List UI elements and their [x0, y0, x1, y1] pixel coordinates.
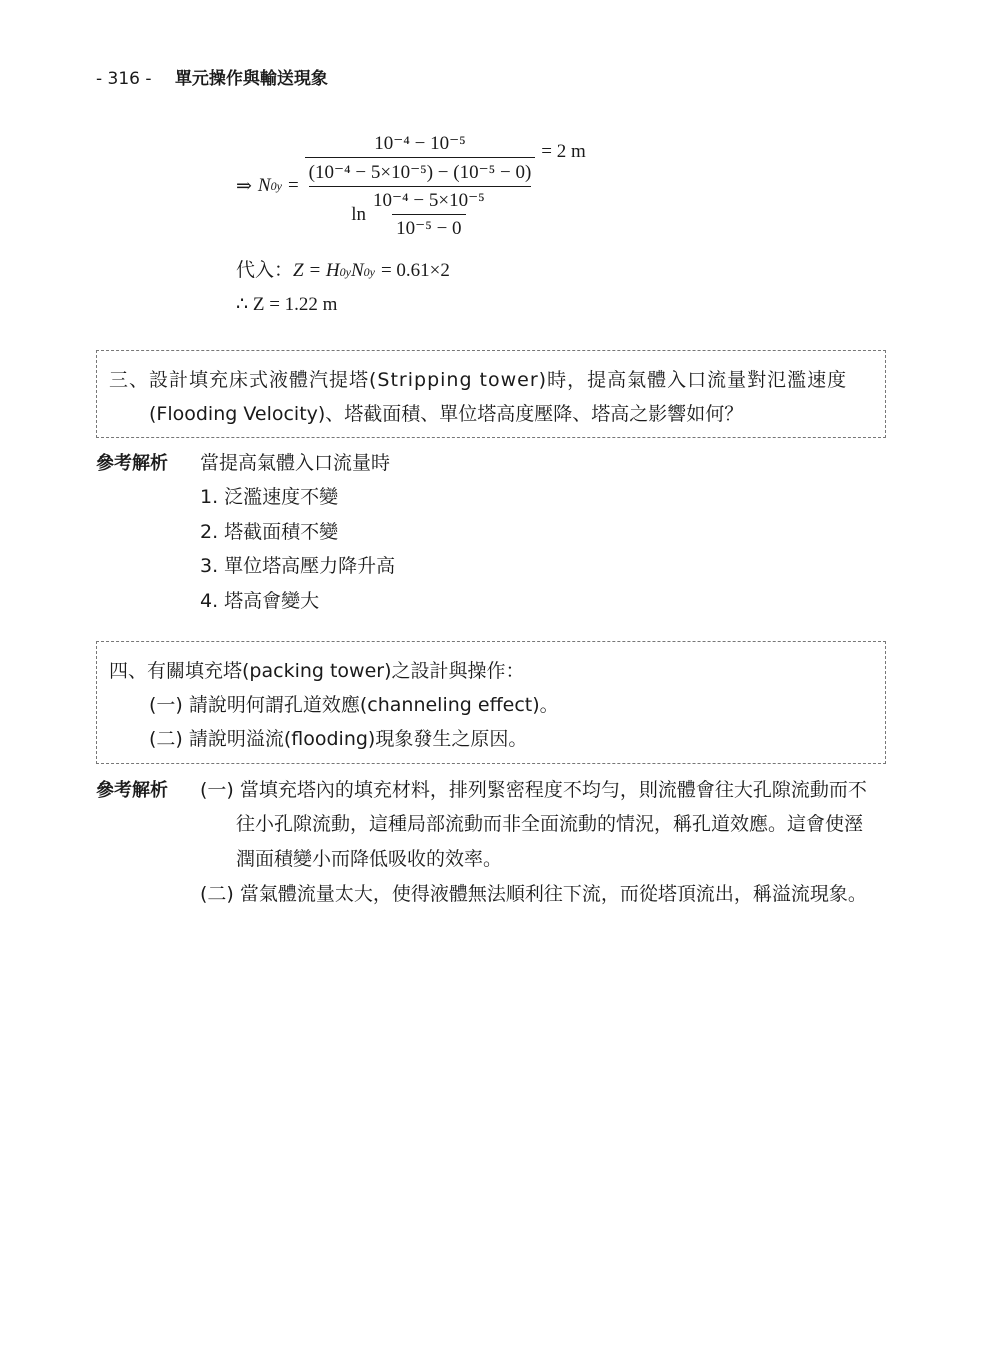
book-title: 單元操作與輸送現象	[174, 69, 328, 89]
implies-symbol: ⇒	[236, 175, 252, 197]
equals-sign: =	[287, 175, 299, 196]
log-denominator: 10⁻⁵ − 0	[392, 214, 465, 240]
answer-3-intro: 當提高氣體入口流量時	[200, 452, 391, 474]
page-number: - 316 -	[96, 69, 152, 89]
log-numerator: 10⁻⁴ − 5×10⁻⁵	[372, 190, 485, 211]
log-fraction	[369, 189, 489, 240]
n-subscript: 0y	[270, 178, 282, 193]
substitution-label: 代入：	[236, 259, 294, 281]
n-term: N	[350, 260, 364, 281]
question-4-part-2: (二) 請說明溢流(flooding)現象發生之原因。	[149, 728, 528, 750]
answer-3-label: 參考解析	[96, 453, 168, 474]
equation-n0y	[236, 132, 586, 240]
therefore-line: ∴ Z = 1.22 m	[236, 294, 338, 315]
question-4-line-1: 四、有關填充塔(packing tower)之設計與操作：	[109, 660, 525, 682]
main-fraction	[305, 132, 536, 240]
question-4-part-1: (一) 請說明何謂孔道效應(channeling effect)。	[149, 694, 559, 716]
answer-4-part-2: (二) 當氣體流量太大，使得液體無法順利往下流，而從塔頂流出，稱溢流現象。	[200, 883, 867, 905]
substitution-rhs: = 0.61×2	[380, 260, 450, 281]
main-denominator	[305, 157, 536, 240]
equation-result: = 2 m	[541, 141, 586, 162]
page-header	[96, 64, 328, 89]
z-h-term: Z = H	[293, 260, 340, 281]
h-subscript: 0y	[339, 265, 351, 279]
answer-4-part-1-line-1: (一) 當填充塔內的填充材料，排列緊密程度不均勻，則流體會往大孔隙流動而不	[200, 779, 867, 801]
n0y-subscript: 0y	[363, 265, 375, 279]
question-3-line-1: 三、設計填充床式液體汽提塔(Stripping tower)時，提高氣體入口流量對氾濫速度	[109, 369, 848, 391]
answer-3-item-1: 1. 泛濫速度不變	[200, 486, 339, 508]
denominator-difference: (10⁻⁴ − 5×10⁻⁵) − (10⁻⁵ − 0)	[309, 161, 532, 187]
answer-4-part-1-line-3: 潤面積變小而降低吸收的效率。	[236, 848, 503, 870]
answer-3-item-3: 3. 單位塔高壓力降升高	[200, 555, 396, 577]
log-term	[309, 187, 532, 240]
answer-4-part-1-line-2: 往小孔隙流動，這種局部流動而非全面流動的情況，稱孔道效應。這會使溼	[236, 813, 864, 835]
question-3-box	[96, 350, 886, 438]
ln-symbol: ln	[351, 203, 366, 225]
answer-3-item-2: 2. 塔截面積不變	[200, 521, 339, 543]
question-4-box	[96, 641, 886, 764]
main-numerator: 10⁻⁴ − 10⁻⁵	[374, 133, 466, 154]
substitution-line	[236, 255, 450, 282]
answer-3-item-4: 4. 塔高會變大	[200, 590, 320, 612]
n-symbol: N	[257, 175, 271, 196]
question-3-line-2: (Flooding Velocity)、塔截面積、單位塔高度壓降、塔高之影響如何？	[149, 403, 744, 425]
answer-4-label: 參考解析	[96, 780, 168, 801]
